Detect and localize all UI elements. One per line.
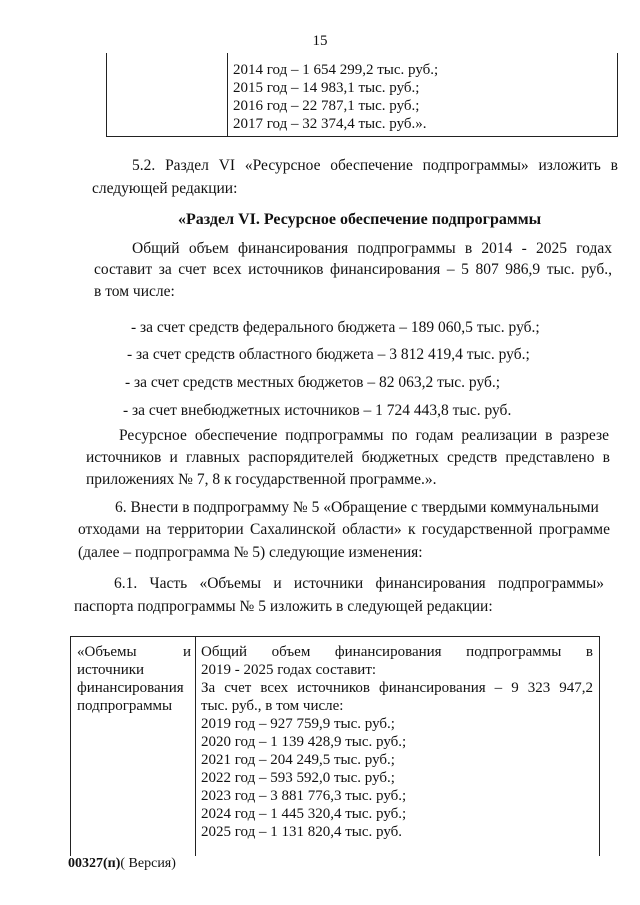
section-heading: «Раздел VI. Ресурсное обеспечение подпрограммы — [178, 211, 542, 228]
value-line: тыс. руб., в том числе: — [201, 698, 344, 714]
para-resource-line1: Ресурсное обеспечение подпрограммы по годам реализации в разрезе — [119, 427, 609, 444]
year-line: 2021 год – 204 249,5 тыс. руб.; — [201, 752, 395, 768]
year-line: 2025 год – 1 131 820,4 тыс. руб. — [201, 824, 403, 840]
table-line: 2017 год – 32 374,4 тыс. руб.». — [233, 116, 427, 132]
para-6-1-line2: паспорта подпрограммы № 5 изложить в следующей редакции: — [74, 598, 493, 615]
year-line: 2023 год – 3 881 776,3 тыс. руб.; — [201, 788, 407, 804]
year-line: 2022 год – 593 592,0 тыс. руб.; — [201, 770, 395, 786]
value-line: Общий объем финансирования подпрограммы в — [201, 644, 593, 660]
year-line: 2024 год – 1 445 320,4 тыс. руб.; — [201, 806, 407, 822]
bullet-regional: - за счет средств областного бюджета – 3 812 419,4 тыс. руб.; — [127, 346, 530, 363]
continuation-table — [106, 53, 618, 137]
para-6-1-line1: 6.1. Часть «Объемы и источники финансирования подпрограммы» — [114, 575, 604, 592]
label-line: источники — [77, 662, 145, 678]
funding-table — [70, 636, 600, 856]
label-line: «Объемы и — [77, 644, 191, 660]
para-total-line3: в том числе: — [94, 283, 175, 300]
bullet-federal: - за счет средств федерального бюджета – 189 060,5 тыс. руб.; — [131, 319, 540, 336]
table-cell-years — [233, 61, 438, 133]
para-resource-line3: приложениях № 7, 8 к государственной программе.». — [86, 471, 437, 488]
para-5-2-line1: 5.2. Раздел VI «Ресурсное обеспечение подпрограммы» изложить в — [132, 157, 618, 174]
para-total-line1: Общий объем финансирования подпрограммы в 2014 - 2025 годах — [132, 240, 612, 257]
bullet-offbudget: - за счет внебюджетных источников – 1 724 443,8 тыс. руб. — [123, 402, 512, 419]
value-line: За счет всех источников финансирования – 9 323 947,2 — [201, 680, 593, 696]
year-line: 2020 год – 1 139 428,9 тыс. руб.; — [201, 734, 407, 750]
value-line: 2019 - 2025 годах составит: — [201, 662, 377, 678]
para-total-line2: составит за счет всех источников финансирования – 5 807 986,9 тыс. руб., — [94, 261, 612, 278]
bullet-local: - за счет средств местных бюджетов – 82 063,2 тыс. руб.; — [125, 374, 501, 391]
table-cell-label — [77, 643, 191, 715]
page-number: 15 — [312, 33, 328, 49]
document-code: 00327(п) — [68, 856, 121, 871]
label-line: финансирования — [77, 680, 184, 696]
para-resource-line2: источников и главных распорядителей бюджетных средств представлено в — [86, 449, 610, 466]
footer-code — [68, 856, 176, 872]
para-5-2-line2: следующей редакции: — [92, 180, 238, 197]
table-line: 2015 год – 14 983,1 тыс. руб.; — [233, 80, 420, 96]
table-line: 2014 год – 1 654 299,2 тыс. руб.; — [233, 62, 439, 78]
para-6-line2: отходами на территории Сахалинской области» к государственной программе — [78, 521, 610, 538]
para-6-line1: 6. Внести в подпрограмму № 5 «Обращение с твердыми коммунальными — [115, 499, 599, 516]
year-line: 2019 год – 927 759,9 тыс. руб.; — [201, 716, 395, 732]
para-6-line3: (далее – подпрограмма № 5) следующие изменения: — [78, 544, 423, 561]
table-divider — [195, 637, 196, 856]
table-divider — [227, 53, 228, 136]
table-cell-values — [201, 643, 593, 841]
table-line: 2016 год – 22 787,1 тыс. руб.; — [233, 98, 420, 114]
label-line: подпрограммы — [77, 698, 173, 714]
document-version: ( Версия) — [120, 856, 176, 871]
